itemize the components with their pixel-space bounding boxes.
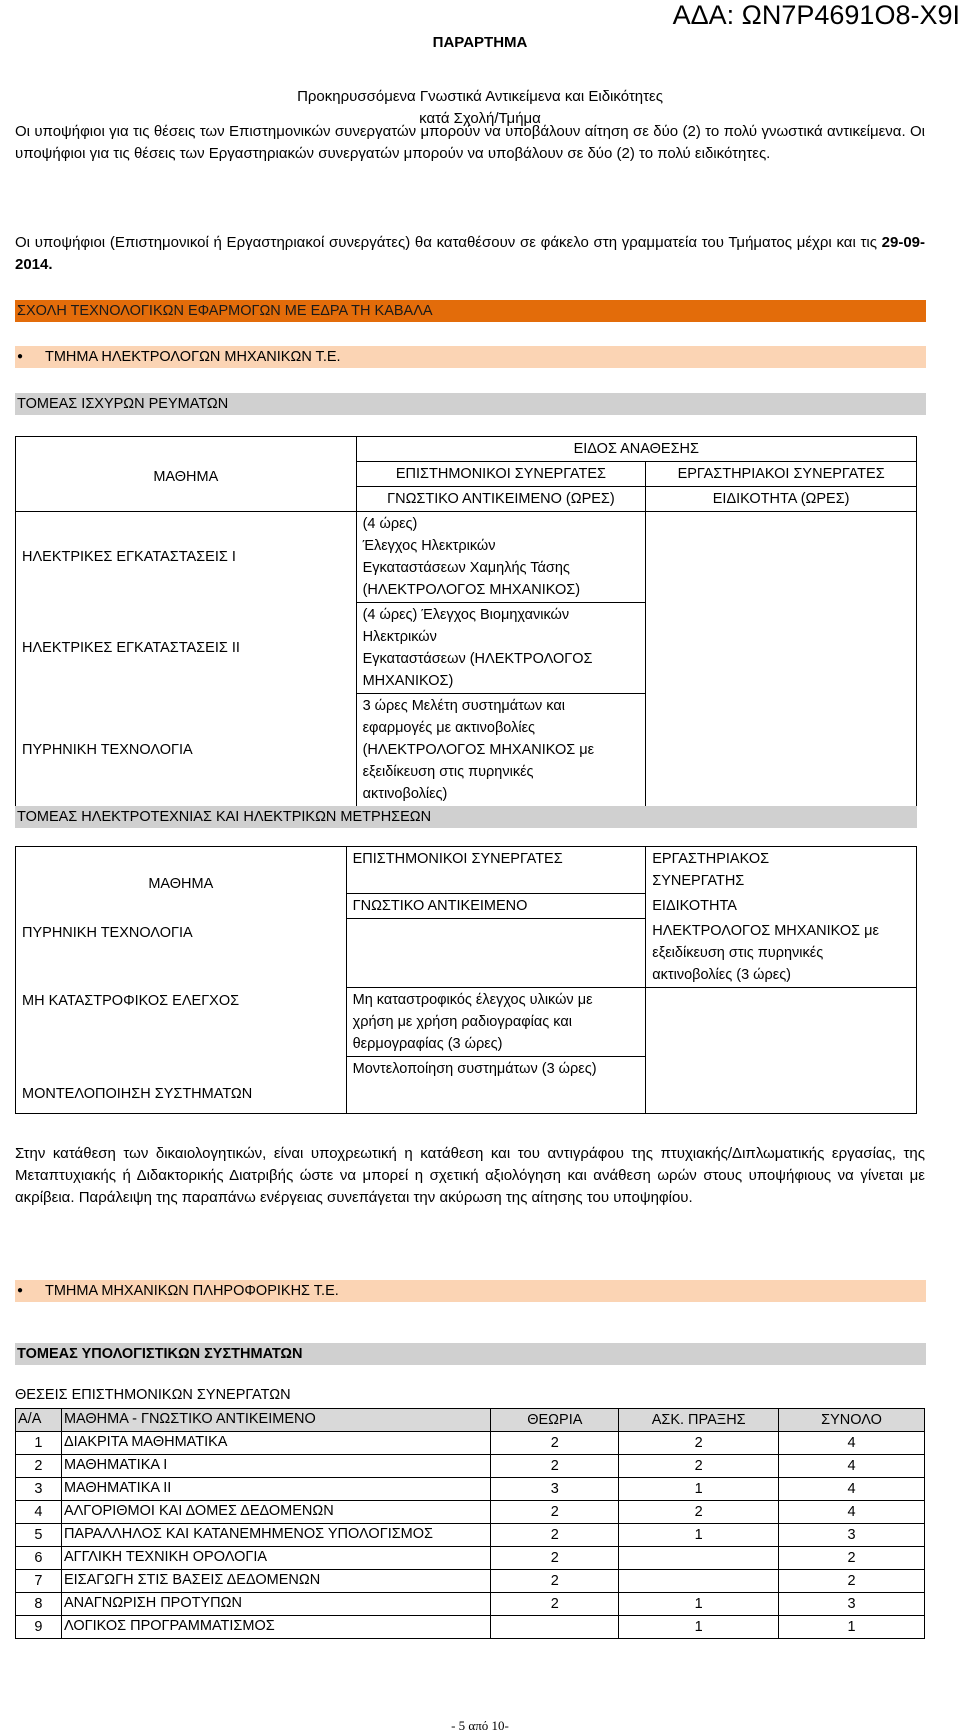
subject-cell: [356, 694, 646, 807]
assignment-type-header: ΕΙΔΟΣ ΑΝΑΘΕΣΗΣ: [356, 437, 916, 462]
index-cell: 4: [16, 1501, 62, 1524]
practice-cell: [619, 1570, 779, 1593]
course-cell: ΠΥΡΗΝΙΚΗ ΤΕΧΝΟΛΟΓΙΑ: [16, 694, 357, 807]
subtitle-2: κατά Σχολή/Τμήμα: [419, 110, 541, 127]
subject-line: Εγκαταστάσεων (ΗΛΕΚΤΡΟΛΟΓΟΣ: [362, 651, 593, 667]
subject-line: Εγκαταστάσεων Χαμηλής Τάσης: [362, 560, 570, 576]
specialty-line: ακτινοβολίες (3 ώρες): [652, 966, 792, 983]
subject-cell: [346, 987, 646, 1056]
table-row: [16, 1547, 925, 1570]
index-cell: 7: [16, 1570, 62, 1593]
sector-electrotechnics-title: ΤΟΜΕΑΣ ΗΛΕΚΤΡΟΤΕΧΝΙΑΣ ΚΑΙ ΗΛΕΚΤΡΙΚΩΝ ΜΕΤΡΗΣΕΩΝ: [15, 806, 917, 828]
index-cell: 3: [16, 1478, 62, 1501]
table-row: [16, 1455, 925, 1478]
table-row: [16, 1616, 925, 1639]
course-cell: ΠΑΡΑΛΛΗΛΟΣ ΚΑΙ ΚΑΤΑΝΕΜΗΜΕΝΟΣ ΥΠΟΛΟΓΙΣΜΟΣ: [61, 1524, 490, 1547]
subject-line: χρήση με χρήση ραδιογραφίας και: [352, 1013, 572, 1030]
specialty-line: εξειδίκευση στις πυρηνικές: [652, 944, 824, 961]
intro-paragraph-1: Οι υποψήφιοι για τις θέσεις των Επιστημονικών συνεργατών μπορούν να υποβάλουν αίτηση σε δύο (2) το πολύ γνωστικά αντικείμενα. Οι υποψήφιοι για τις θέσεις των Εργαστηριακών συνεργατών μπορούν να υποβάλουν σε δύο (2) το πολύ ειδικότητες.: [15, 123, 925, 162]
theory-cell: 3: [491, 1478, 619, 1501]
course-cell: ΔΙΑΚΡΙΤΑ ΜΑΘΗΜΑΤΙΚΑ: [61, 1432, 490, 1455]
subject-cell-empty: [346, 919, 646, 988]
submission-note: Στην κατάθεση των δικαιολογητικών, είναι υποχρεωτική η κατάθεση και του αντιγράφου της πτυχιακής/Διπλωματικής εργασίας, της Μεταπτυχιακής ή Διδακτορικής Διατριβής ώστε να μπορεί η σχετική αξιολόγηση και ανάθεση ωρών στους υποψήφιους να γίνεται με ακρίβεια. Παράλειψη της παραπάνω ενέργειας συνεπάγεται την ακύρωση της αίτησης του υποψηφίου.: [15, 1145, 925, 1206]
scientific-associates-header: ΕΠΙΣΤΗΜΟΝΙΚΟΙ ΣΥΝΕΡΓΑΤΕΣ: [356, 462, 646, 487]
page-footer: - 5 από 10-: [451, 1718, 509, 1733]
header-cell: ΘΕΩΡΙΑ: [491, 1409, 619, 1432]
table-row: [16, 1478, 925, 1501]
total-cell: 2: [779, 1547, 925, 1570]
subject-line: εξειδίκευση στις πυρηνικές: [362, 764, 534, 780]
practice-cell: 2: [619, 1432, 779, 1455]
course-cell: ΜΑΘΗΜΑΤΙΚΑ ΙΙ: [61, 1478, 490, 1501]
header-cell: ΣΥΝΟΛΟ: [779, 1409, 925, 1432]
practice-cell: 1: [619, 1478, 779, 1501]
practice-cell: [619, 1547, 779, 1570]
theory-cell: 2: [491, 1455, 619, 1478]
lab-header-line: ΣΥΝΕΡΓΑΤΗΣ: [652, 873, 745, 889]
total-cell: 4: [779, 1432, 925, 1455]
index-cell: 6: [16, 1547, 62, 1570]
course-cell: ΜΑΘΗΜΑΤΙΚΑ Ι: [61, 1455, 490, 1478]
department-banner-electrical: ● ΤΜΗΜΑ ΗΛΕΚΤΡΟΛΟΓΩΝ ΜΗΧΑΝΙΚΩΝ Τ.Ε.: [15, 346, 926, 368]
total-cell: 1: [779, 1616, 925, 1639]
ada-code: ΑΔΑ: ΩΝ7Ρ4691Ο8-Χ9Ι: [672, 0, 960, 30]
course-cell: ΗΛΕΚΤΡΙΚΕΣ ΕΓΚΑΤΑΣΤΑΣΕΙΣ Ι: [16, 512, 357, 603]
table-row: [16, 1501, 925, 1524]
total-cell: 4: [779, 1478, 925, 1501]
header-cell: ΜΑΘΗΜΑ - ΓΝΩΣΤΙΚΟ ΑΝΤΙΚΕΙΜΕΝΟ: [61, 1409, 490, 1432]
lab-associate-header: [646, 847, 917, 894]
subject-header: ΓΝΩΣΤΙΚΟ ΑΝΤΙΚΕΙΜΕΝΟ: [346, 894, 646, 919]
course-cell: ΑΛΓΟΡΙΘΜΟΙ ΚΑΙ ΔΟΜΕΣ ΔΕΔΟΜΕΝΩΝ: [61, 1501, 490, 1524]
subject-line: ΜΗΧΑΝΙΚΟΣ): [362, 673, 454, 689]
course-cell: ΜΟΝΤΕΛΟΠΟΙΗΣΗ ΣΥΣΤΗΜΑΤΩΝ: [16, 1056, 347, 1114]
intro-text: Οι υποψήφιοι (Επιστημονικοί ή Εργαστηριακοί συνεργάτες) θα καταθέσουν σε φάκελο στη γραμματεία του Τμήματος μέχρι και τις: [15, 234, 877, 251]
theory-cell: 2: [491, 1570, 619, 1593]
course-cell: ΑΝΑΓΝΩΡΙΣΗ ΠΡΟΤΥΠΩΝ: [61, 1593, 490, 1616]
theory-cell: 2: [491, 1432, 619, 1455]
table-caption: ΘΕΣΕΙΣ ΕΠΙΣΤΗΜΟΝΙΚΩΝ ΣΥΝΕΡΓΑΤΩΝ: [15, 1387, 291, 1403]
course-cell: ΛΟΓΙΚΟΣ ΠΡΟΓΡΑΜΜΑΤΙΣΜΟΣ: [61, 1616, 490, 1639]
subtitle-1: Προκηρυσσόμενα Γνωστικά Αντικείμενα και Ειδικότητες: [297, 88, 663, 105]
practice-cell: 1: [619, 1524, 779, 1547]
scientific-associates-header: ΕΠΙΣΤΗΜΟΝΙΚΟΙ ΣΥΝΕΡΓΑΤΕΣ: [346, 847, 646, 894]
deadline-date: 29-09-2014.: [15, 234, 926, 273]
course-cell: ΕΙΣΑΓΩΓΗ ΣΤΙΣ ΒΑΣΕΙΣ ΔΕΔΟΜΕΝΩΝ: [61, 1570, 490, 1593]
course-cell: [16, 919, 347, 988]
course-cell: ΑΓΓΛΙΚΗ ΤΕΧΝΙΚΗ ΟΡΟΛΟΓΙΑ: [61, 1547, 490, 1570]
course-column-header: ΜΑΘΗΜΑ: [16, 437, 357, 512]
subject-line: (4 ώρες) Έλεγχος Βιομηχανικών: [362, 607, 570, 623]
specialty-cell: [646, 512, 917, 807]
table-header-row: [16, 1409, 925, 1432]
sector-heavy-current-title: ΤΟΜΕΑΣ ΙΣΧΥΡΩΝ ΡΕΥΜΑΤΩΝ: [15, 393, 926, 415]
subject-line: (ΗΛΕΚΤΡΟΛΟΓΟΣ ΜΗΧΑΝΙΚΟΣ με: [362, 742, 595, 758]
subject-line: 3 ώρες Μελέτη συστημάτων και: [362, 698, 565, 714]
electrotechnics-table: [15, 846, 917, 1114]
index-cell: 8: [16, 1593, 62, 1616]
subject-cell: Μοντελοποίηση συστημάτων (3 ώρες): [346, 1056, 646, 1114]
practice-cell: 2: [619, 1455, 779, 1478]
practice-cell: 1: [619, 1616, 779, 1639]
theory-cell: 2: [491, 1524, 619, 1547]
theory-cell: 2: [491, 1501, 619, 1524]
subject-cell: [356, 512, 646, 603]
index-cell: 5: [16, 1524, 62, 1547]
theory-cell: 2: [491, 1593, 619, 1616]
total-cell: 3: [779, 1524, 925, 1547]
subject-line: ακτινοβολίες): [362, 786, 448, 802]
subject-cell: [356, 603, 646, 694]
course-column-header: ΜΑΘΗΜΑ: [16, 847, 347, 919]
table-row: [16, 1524, 925, 1547]
total-cell: 4: [779, 1455, 925, 1478]
subject-line: εφαρμογές με ακτινοβολίες: [362, 720, 536, 736]
heavy-current-table: [15, 436, 917, 807]
practice-cell: 2: [619, 1501, 779, 1524]
subject-line: (4 ώρες): [362, 516, 418, 532]
specialty-hours-header: ΕΙΔΙΚΟΤΗΤΑ (ΩΡΕΣ): [646, 487, 917, 512]
positions-table: [15, 1408, 925, 1639]
intro-paragraph-2: [15, 232, 925, 276]
course-cell: ΜΗ ΚΑΤΑΣΤΡΟΦΙΚΟΣ ΕΛΕΓΧΟΣ: [16, 987, 347, 1056]
course-name: ΠΥΡΗΝΙΚΗ ΤΕΧΝΟΛΟΓΙΑ: [22, 924, 193, 941]
total-cell: 3: [779, 1593, 925, 1616]
specialty-cell-empty: [646, 987, 917, 1114]
index-cell: 2: [16, 1455, 62, 1478]
table-row: [16, 1432, 925, 1455]
specialty-line: ΗΛΕΚΤΡΟΛΟΓΟΣ ΜΗΧΑΝΙΚΟΣ με: [652, 922, 879, 939]
lab-header-line: ΕΡΓΑΣΤΗΡΙΑΚΟΣ: [652, 851, 770, 867]
total-cell: 2: [779, 1570, 925, 1593]
header-cell: ΑΣΚ. ΠΡΑΞΗΣ: [619, 1409, 779, 1432]
school-banner: ΣΧΟΛΗ ΤΕΧΝΟΛΟΓΙΚΩΝ ΕΦΑΡΜΟΓΩΝ ΜΕ ΕΔΡΑ ΤΗ ΚΑΒΑΛΑ: [15, 300, 926, 322]
index-cell: 9: [16, 1616, 62, 1639]
course-cell: ΗΛΕΚΤΡΙΚΕΣ ΕΓΚΑΤΑΣΤΑΣΕΙΣ ΙΙ: [16, 603, 357, 694]
subject-hours-header: ΓΝΩΣΤΙΚΟ ΑΝΤΙΚΕΙΜΕΝΟ (ΩΡΕΣ): [356, 487, 646, 512]
subject-line: Έλεγχος Ηλεκτρικών: [362, 538, 496, 554]
table-row: [16, 1593, 925, 1616]
practice-cell: 1: [619, 1593, 779, 1616]
index-cell: 1: [16, 1432, 62, 1455]
lab-associates-header: ΕΡΓΑΣΤΗΡΙΑΚΟΙ ΣΥΝΕΡΓΑΤΕΣ: [646, 462, 917, 487]
table-row: [16, 1570, 925, 1593]
subject-line: (ΗΛΕΚΤΡΟΛΟΓΟΣ ΜΗΧΑΝΙΚΟΣ): [362, 582, 581, 598]
specialty-cell: [646, 919, 917, 988]
header-cell: Α/Α: [16, 1409, 62, 1432]
total-cell: 4: [779, 1501, 925, 1524]
page-title: ΠΑΡΑΡΤΗΜΑ: [432, 34, 528, 51]
theory-cell: [491, 1616, 619, 1639]
sector-computer-systems-title: ΤΟΜΕΑΣ ΥΠΟΛΟΓΙΣΤΙΚΩΝ ΣΥΣΤΗΜΑΤΩΝ: [15, 1343, 926, 1365]
specialty-header: ΕΙΔΙΚΟΤΗΤΑ: [646, 894, 917, 919]
department-banner-informatics: ● ΤΜΗΜΑ ΜΗΧΑΝΙΚΩΝ ΠΛΗΡΟΦΟΡΙΚΗΣ Τ.Ε.: [15, 1280, 926, 1302]
subject-line: Ηλεκτρικών: [362, 629, 437, 645]
theory-cell: 2: [491, 1547, 619, 1570]
subject-line: Μη καταστροφικός έλεγχος υλικών με: [352, 991, 593, 1008]
subject-line: θερμογραφίας (3 ώρες): [352, 1035, 503, 1052]
